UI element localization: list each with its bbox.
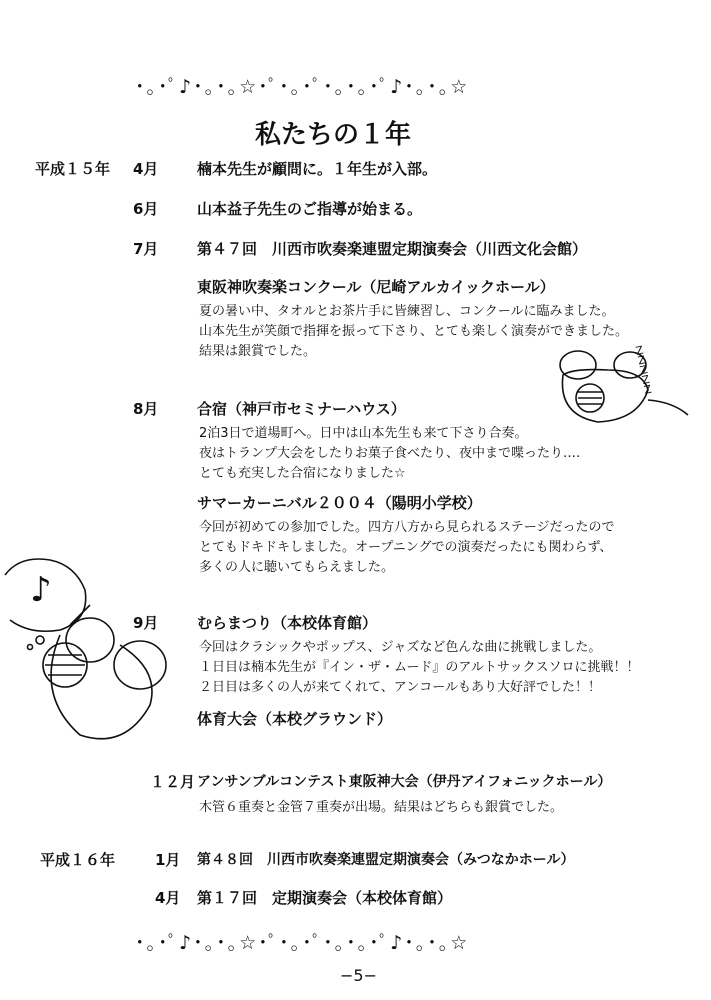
month-apr-2003: 4月 <box>133 160 159 178</box>
sleeping-mouse-doodle <box>548 340 698 435</box>
text-line: 今回はクラシックやポップス、ジャズなど色んな曲に挑戦しました。 <box>199 640 602 655</box>
event-aug-camp: 合宿（神戸市セミナーハウス） <box>197 400 406 418</box>
event-jun-2003: 山本益子先生のご指導が始まる。 <box>197 200 423 218</box>
text-line: 山本先生が笑顔で指揮を振って下さり、とても楽しく演奏ができました。 <box>199 324 629 339</box>
text-line: 夜はトランプ大会をしたりお菓子食べたり、夜中まで喋ったり‥‥ <box>199 446 581 461</box>
text-line: 今回が初めての参加でした。四方八方から見られるステージだったので <box>199 520 615 535</box>
event-apr-2003: 楠本先生が顧問に。１年生が入部。 <box>197 160 438 178</box>
month-aug-2003: 8月 <box>133 400 159 418</box>
text-line: １日目は楠本先生が『イン・ザ・ムード』のアルトサックスソロに挑戦！！ <box>199 660 640 675</box>
event-sep-festival: むらまつり（本校体育館） <box>197 614 378 632</box>
event-jan-2004: 第４８回 川西市吹奏楽連盟定期演奏会（みつなかホール） <box>197 852 575 868</box>
event-apr-2004: 第１７回 定期演奏会（本校体育館） <box>197 889 453 907</box>
mouse-ear-icon <box>560 351 596 379</box>
event-aug-carnival: サマーカーニバル２００４（陽明小学校） <box>197 494 482 512</box>
event-sep-sports-day: 体育大会（本校グラウンド） <box>197 710 393 728</box>
era-2003: 平成１５年 <box>35 160 111 178</box>
sep-description <box>199 638 639 698</box>
text-line: とてもドキドキしました。オープニングでの演奏だったにも関わらず、 <box>199 540 613 555</box>
aug-carnival-description <box>199 518 614 578</box>
text-line: 夏の暑い中、タオルとお茶片手に皆練習し、コンクールに臨みました。 <box>199 304 615 319</box>
decor-top: ･｡･ﾟ♪･｡･｡☆･ﾟ･｡･ﾟ･｡･｡･ﾟ♪･｡･｡☆ <box>135 76 470 98</box>
month-jun-2003: 6月 <box>133 200 159 218</box>
event-jul-concert: 第４７回 川西市吹奏楽連盟定期演奏会（川西文化会館） <box>197 240 588 258</box>
mouse-music-doodle <box>0 545 175 760</box>
music-note-icon: ♪ <box>30 570 52 610</box>
month-sep-2003: 9月 <box>133 614 159 632</box>
month-jan-2004: 1月 <box>155 851 181 869</box>
text-line: とても充実した合宿になりました☆ <box>199 466 406 481</box>
text-line: 結果は銀賞でした。 <box>199 344 317 359</box>
era-2004: 平成１６年 <box>40 851 116 869</box>
page-title: 私たちの１年 <box>255 120 412 150</box>
text-line: 2泊3日で道場町へ。日中は山本先生も来て下さり合奏。 <box>199 426 528 441</box>
decor-bottom: ･｡･ﾟ♪･｡･｡☆･ﾟ･｡･ﾟ･｡･｡･ﾟ♪･｡･｡☆ <box>135 932 470 954</box>
month-apr-2004: 4月 <box>155 889 181 907</box>
page-number: −5− <box>340 966 377 985</box>
text-line: 多くの人に聴いてもらえました。 <box>199 560 395 575</box>
mouse-ear-icon <box>114 641 166 689</box>
dec-description: 木管６重奏と金管７重奏が出場。結果はどちらも銀賞でした。 <box>199 800 564 815</box>
event-jul-competition: 東阪神吹奏楽コンクール（尼崎アルカイックホール） <box>197 278 555 296</box>
sleep-zzz: Z Z Z Z Z <box>634 343 653 397</box>
aug-camp-description <box>199 424 580 484</box>
event-dec-ensemble: アンサンブルコンテスト東阪神大会（伊丹アイフォニックホール） <box>197 774 612 790</box>
month-jul-2003: 7月 <box>133 240 159 258</box>
month-dec-2003: １２月 <box>150 773 196 791</box>
text-line: ２日目は多くの人が来てくれて、アンコールもあり大好評でした！！ <box>199 680 601 695</box>
